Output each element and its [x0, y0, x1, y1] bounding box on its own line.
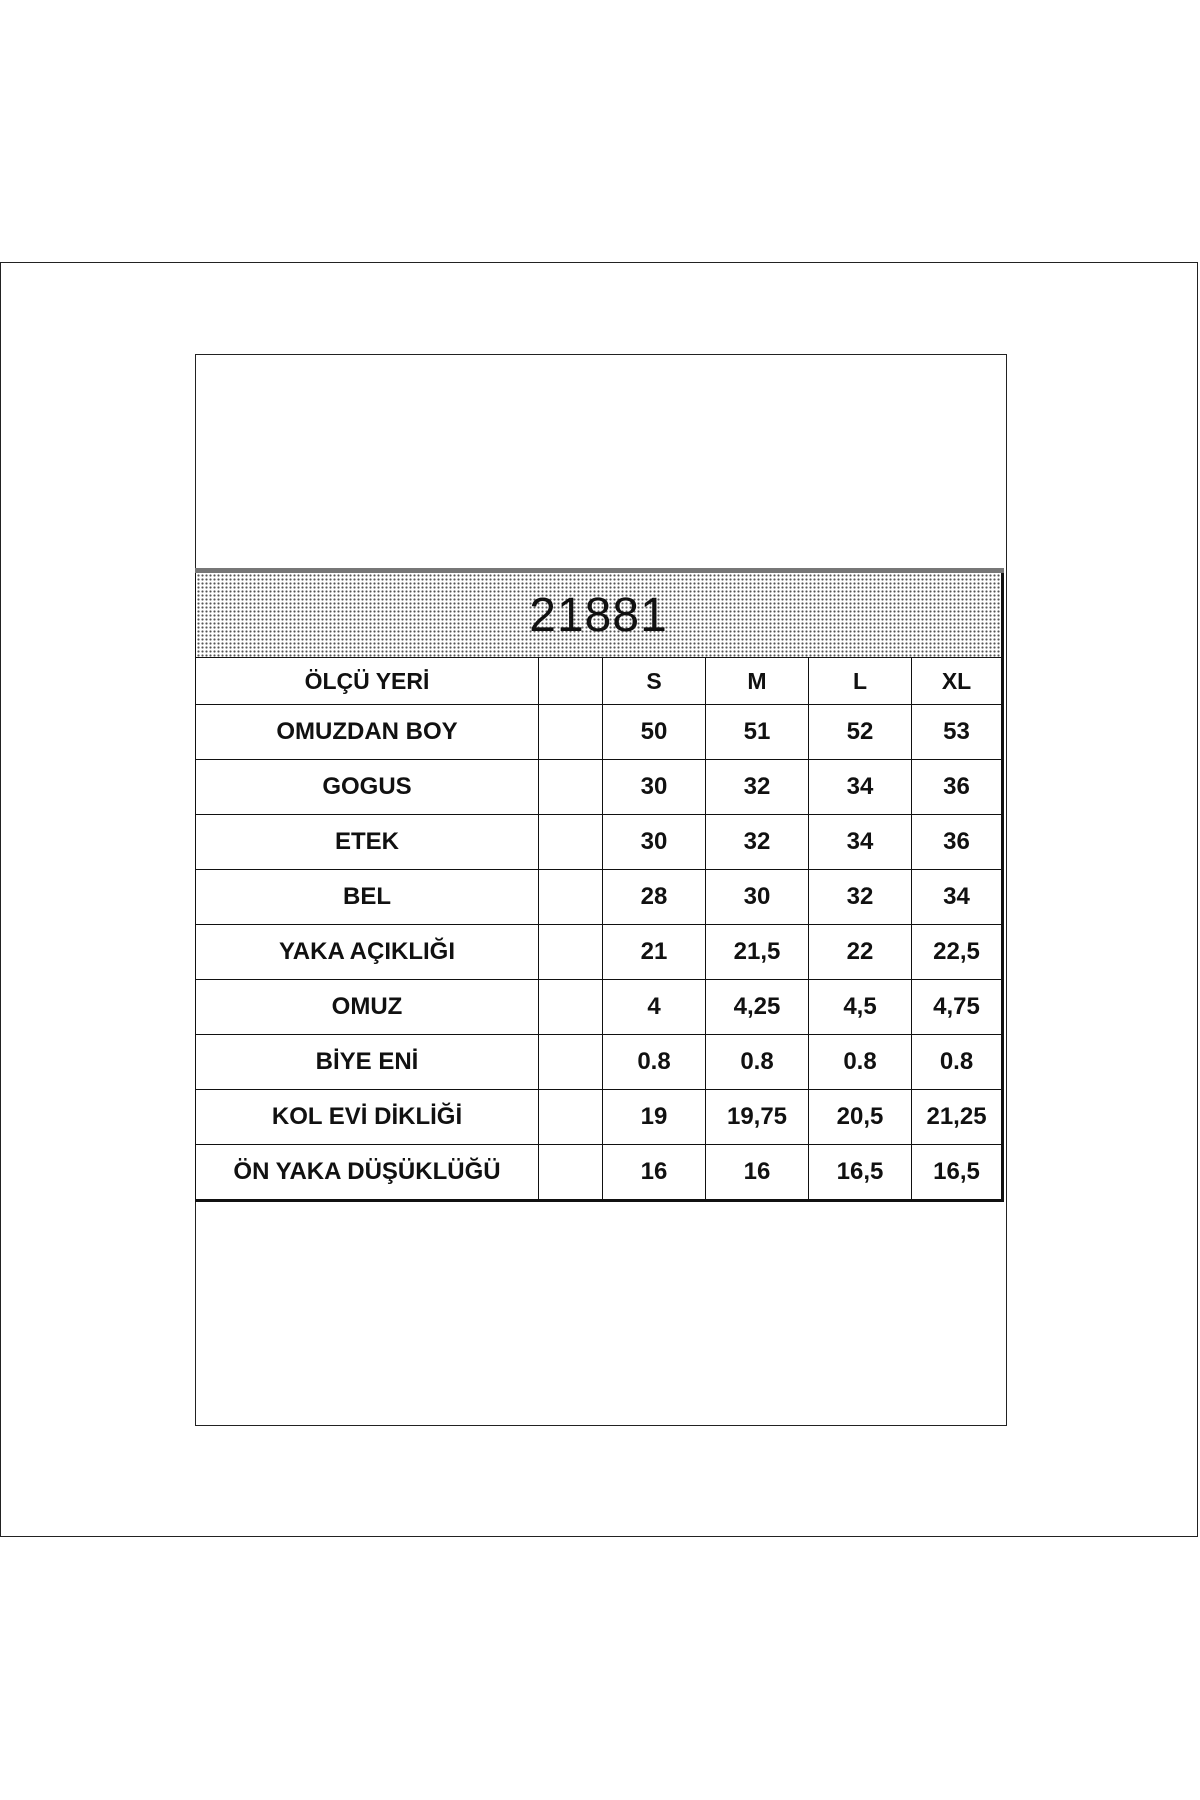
blank-cell: [539, 815, 603, 870]
row-label: BİYE ENİ: [196, 1035, 539, 1090]
table-row: [196, 1035, 1003, 1090]
value-xl: 21,25: [912, 1090, 1003, 1145]
value-s: 0.8: [603, 1035, 706, 1090]
value-l: 22: [809, 925, 912, 980]
value-m: 32: [706, 760, 809, 815]
header-size-s: S: [603, 658, 706, 705]
value-l: 0.8: [809, 1035, 912, 1090]
title-row: [196, 571, 1003, 658]
table-row: [196, 1090, 1003, 1145]
value-s: 4: [603, 980, 706, 1035]
table-row: [196, 760, 1003, 815]
value-m: 32: [706, 815, 809, 870]
blank-cell: [539, 925, 603, 980]
value-s: 50: [603, 705, 706, 760]
value-l: 34: [809, 815, 912, 870]
value-xl: 36: [912, 815, 1003, 870]
value-m: 19,75: [706, 1090, 809, 1145]
value-l: 32: [809, 870, 912, 925]
header-size-l: L: [809, 658, 912, 705]
value-m: 51: [706, 705, 809, 760]
row-label: BEL: [196, 870, 539, 925]
blank-cell: [539, 870, 603, 925]
value-m: 16: [706, 1145, 809, 1201]
row-label: ÖN YAKA DÜŞÜKLÜĞÜ: [196, 1145, 539, 1201]
table-row: [196, 705, 1003, 760]
value-s: 30: [603, 815, 706, 870]
value-m: 0.8: [706, 1035, 809, 1090]
blank-cell: [539, 705, 603, 760]
value-l: 4,5: [809, 980, 912, 1035]
value-s: 21: [603, 925, 706, 980]
value-m: 4,25: [706, 980, 809, 1035]
value-xl: 0.8: [912, 1035, 1003, 1090]
table-row: [196, 870, 1003, 925]
row-label: ETEK: [196, 815, 539, 870]
value-s: 16: [603, 1145, 706, 1201]
table-row: [196, 1145, 1003, 1201]
row-label: OMUZDAN BOY: [196, 705, 539, 760]
value-xl: 4,75: [912, 980, 1003, 1035]
table-row: [196, 925, 1003, 980]
header-blank-cell: [539, 658, 603, 705]
row-label: OMUZ: [196, 980, 539, 1035]
value-l: 20,5: [809, 1090, 912, 1145]
row-label: GOGUS: [196, 760, 539, 815]
row-label: YAKA AÇIKLIĞI: [196, 925, 539, 980]
table-row: [196, 980, 1003, 1035]
model-number-cell: [196, 571, 1003, 658]
value-xl: 16,5: [912, 1145, 1003, 1201]
model-number: 21881: [529, 588, 668, 642]
value-l: 52: [809, 705, 912, 760]
value-l: 34: [809, 760, 912, 815]
blank-cell: [539, 1145, 603, 1201]
value-l: 16,5: [809, 1145, 912, 1201]
value-xl: 36: [912, 760, 1003, 815]
blank-cell: [539, 760, 603, 815]
table-row: [196, 815, 1003, 870]
value-xl: 53: [912, 705, 1003, 760]
header-size-m: M: [706, 658, 809, 705]
value-s: 28: [603, 870, 706, 925]
header-size-xl: XL: [912, 658, 1003, 705]
blank-cell: [539, 980, 603, 1035]
value-m: 30: [706, 870, 809, 925]
value-m: 21,5: [706, 925, 809, 980]
size-chart-table: [195, 568, 1004, 1202]
header-measure-label: ÖLÇÜ YERİ: [196, 658, 539, 705]
value-s: 19: [603, 1090, 706, 1145]
blank-cell: [539, 1035, 603, 1090]
header-row: [196, 658, 1003, 705]
value-s: 30: [603, 760, 706, 815]
value-xl: 22,5: [912, 925, 1003, 980]
value-xl: 34: [912, 870, 1003, 925]
row-label: KOL EVİ DİKLİĞİ: [196, 1090, 539, 1145]
blank-cell: [539, 1090, 603, 1145]
